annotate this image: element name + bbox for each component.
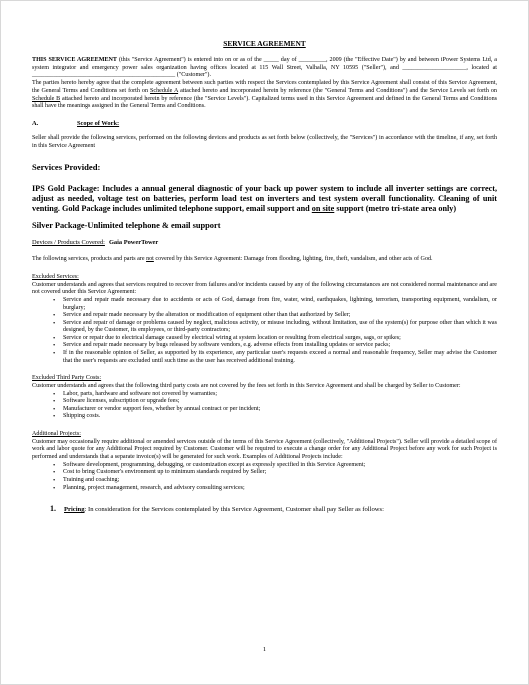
not-covered-paragraph: The following services, products and parts are not covered by this Service Agreement: Damage from flooding, lighting, fire, theft, vandalism, and other acts of God. <box>32 256 433 263</box>
list-item: • If in the reasonable opinion of Seller, as supported by its experience, any particular user's requests exceed a normal and reasonable frequency, Seller may advise the Customer that the user's requests are excluded until such time as the user has received additional training. <box>63 350 497 365</box>
additional-projects-heading: Additional Projects: <box>32 431 81 438</box>
additional-projects-list <box>32 462 497 492</box>
list-item: • Service or repair due to electrical damage caused by electrical wiring at system location or resulting from electrical surges, sags, or spikes; <box>63 335 497 343</box>
excluded-costs-intro: Customer understands and agrees that the following third party costs are not covered by the fees set forth in this Service Agreement and shall be charged by Seller to Customer: <box>32 382 461 389</box>
parties-paragraph: The parties hereto hereby agree that the complete agreement between such parties with respect the Services contemplated by this Service Agreement shall consist of this Service Agreement, the General Terms and Conditions set forth on Schedule A attached hereto and incorporated herein by reference (the "General Terms and Conditions") and the Service Levels set forth on Schedule B attached hereto and incorporated herein by reference (the "Service Levels"). Capitalized terms used in this Service Agreement and defined in the General Terms and Conditions shall have the meanings assigned in the General Terms and Conditions. <box>32 80 497 110</box>
list-item: • Service and repair made necessary by bugs released by software vendors, e.g. adverse effects from installing updates or service packs; <box>63 342 497 350</box>
document-title: SERVICE AGREEMENT <box>223 39 306 48</box>
section-title: Scope of Work: <box>77 119 120 127</box>
page-number: 1 <box>262 646 267 653</box>
pricing-text: : In consideration for the Services contemplated by this Service Agreement, Customer shall pay Seller as follows: <box>84 506 384 514</box>
pricing-number: 1. <box>50 504 56 514</box>
section-a-heading <box>32 120 497 127</box>
devices-value: Gaia PowerTower <box>108 239 159 247</box>
list-item: • Labor, parts, hardware and software not covered by warranties; <box>63 391 497 399</box>
pricing-label: Pricing <box>64 506 85 514</box>
ips-gold-package: IPS Gold Package: Includes a annual general diagnostic of your back up power system to include all inverter settings are correct, adjust as needed, voltage test on batteries, perform load test on inverters and test system overall functionality. Cleaning of unit venting. Gold Package includes unlimited telephone support, email support and on site support (metro tri-state area only) <box>32 184 497 213</box>
list-item: • Service and repair of damage or problems caused by neglect, malicious activity, or misuse including, without limitation, use of the system(s) for purpose other than which it was designed, by the Customer, its employees, or third-party contractors; <box>63 320 497 335</box>
list-item: • Manufacturer or vendor support fees, whether by annual contract or per incident; <box>63 406 497 414</box>
excluded-services-list <box>32 297 497 365</box>
list-item: • Cost to bring Customer's environment up to minimum standards required by Seller; <box>63 469 497 477</box>
list-item: • Shipping costs. <box>63 413 497 421</box>
list-item: • Service and repair made necessary due to accidents or acts of God, damage from fire, water, wind, earthquakes, lightning, terrorism, transporting equipment, vandalism, or burglary; <box>63 297 497 312</box>
list-item: • Software development, programming, debugging, or customization except as expressly specified in this Service Agreement; <box>63 462 497 470</box>
excluded-costs-heading: Excluded Third Party Costs: <box>32 375 102 382</box>
intro-paragraph: THIS SERVICE AGREEMENT (this "Service Agreement") is entered into on or as of the _____ day of _________, 2009 (the "Effective Date") by and between iPower Systems Ltd, a system integrator and emergency power sales organization having offices located at 115 Wall Street, Valhalla, NY 10595 ("Seller"), and _____________________, located at _______________________________________________ ("Customer"). <box>32 57 497 79</box>
services-heading: Services Provided: <box>32 162 101 173</box>
silver-package: Silver Package-Unlimited telephone & email support <box>32 221 221 231</box>
devices-covered <box>32 239 497 246</box>
additional-projects-intro: Customer may occasionally require additional or amended services outside of the terms of this Service Agreement (collectively, "Additional Projects"). Seller will provide a detailed scope of work and labor quote for any Additional Project required by Customer. Customer will be required to execute a change order for any Additional Project before any work for such Project is performed and understands that a separate invoice(s) will be generated for such work. Examples of Additional Projects include: <box>32 438 497 461</box>
excluded-services-intro: Customer understands and agrees that services required to recover from failures and/or incidents caused by any of the following circumstances are not considered normal maintenance and are not covered under this Service Agreement: <box>32 281 497 296</box>
excluded-services-heading: Excluded Services: <box>32 273 79 280</box>
list-item: • Planning, project management, research, and advisory consulting services; <box>63 485 497 493</box>
devices-label: Devices / Products Covered: <box>32 239 105 247</box>
list-item: • Software licenses, subscription or upgrade fees; <box>63 398 497 406</box>
list-item: • Service and repair made necessary by the alteration or modification of equipment other than that authorized by Seller; <box>63 312 497 320</box>
excluded-costs-list <box>32 391 497 421</box>
pricing-clause <box>32 504 497 513</box>
scope-paragraph: Seller shall provide the following services, performed on the following devices and products as set forth below (collectively, the "Services") in accordance with the timeline, if any, set forth in this Service Agreement <box>32 134 497 149</box>
section-number: A. <box>32 119 39 127</box>
list-item: • Training and coaching; <box>63 477 497 485</box>
